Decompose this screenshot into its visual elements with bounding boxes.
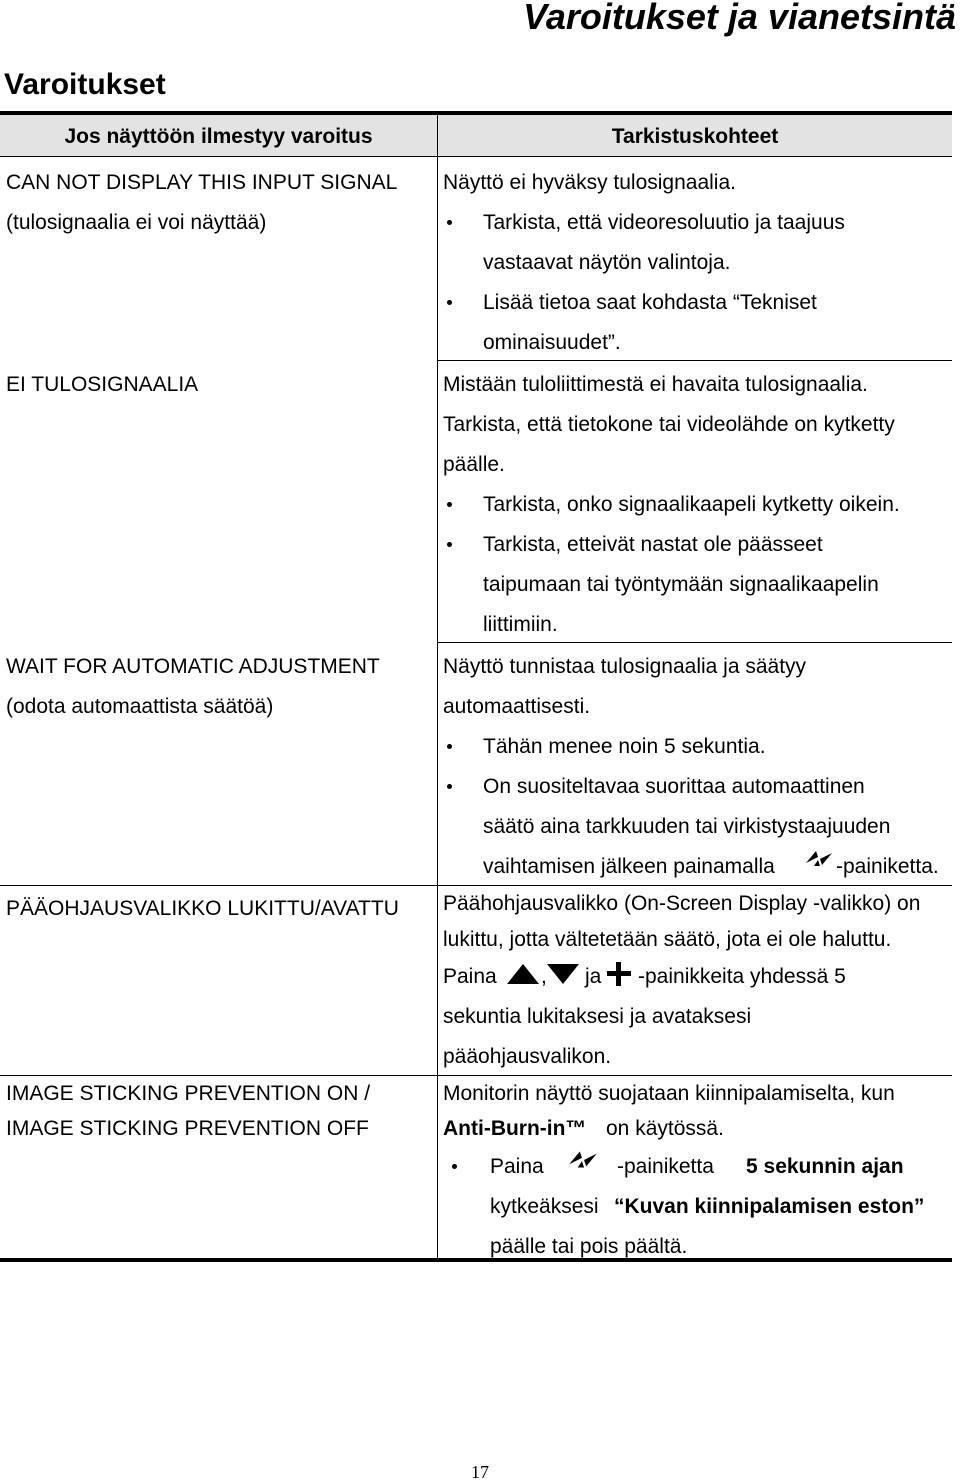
- row1-bullet2-line2: ominaisuudet”.: [483, 331, 621, 354]
- row4-suffix: -painikkeita yhdessä 5: [638, 965, 846, 988]
- row1-bullet2-line1: Lisää tietoa saat kohdasta “Tekniset: [483, 291, 817, 314]
- row5-warning-line1: IMAGE STICKING PREVENTION ON /: [6, 1082, 371, 1105]
- auto-adjust-icon: [803, 843, 835, 875]
- row4-line5: pääohjausvalikon.: [443, 1045, 612, 1068]
- bullet-icon: [447, 784, 452, 789]
- row-divider: [438, 360, 952, 361]
- page-heading: Varoitukset ja vianetsintä: [523, 0, 956, 37]
- down-triangle-icon: [546, 962, 580, 986]
- row3-bullet2-line2: säätö aina tarkkuuden tai virkistystaajuuden: [483, 815, 891, 838]
- plus-icon: [606, 961, 632, 987]
- row4-line2: lukittu, jotta vältetetään säätö, jota ei ole haluttu.: [443, 928, 892, 951]
- row3-bullet2-line1: On suositeltavaa suorittaa automaattinen: [483, 775, 865, 798]
- row1-bullet1-line1: Tarkista, että videoresoluutio ja taajuus: [483, 211, 845, 234]
- warnings-table: [0, 111, 952, 1262]
- bullet-icon: [447, 220, 452, 225]
- row-divider: [0, 1075, 952, 1076]
- row5-bullet-paina: Paina: [490, 1155, 544, 1178]
- bullet-icon: [447, 744, 452, 749]
- row1-bullet1-line2: vastaavat näytön valintoja.: [483, 251, 731, 274]
- row-divider: [0, 885, 952, 886]
- column-header-checks: Tarkistuskohteet: [611, 125, 779, 148]
- row5-line1: Monitorin näyttö suojataan kiinnipalamiselta, kun: [443, 1082, 895, 1105]
- row3-bullet1-line1: Tähän menee noin 5 sekuntia.: [483, 735, 766, 758]
- row4-comma: ,: [541, 965, 547, 988]
- row5-line2-suffix: on käytössä.: [606, 1117, 724, 1140]
- row2-bullet1-line1: Tarkista, onko signaalikaapeli kytketty oikein.: [483, 493, 900, 516]
- row5-bullet-line3: päälle tai pois päältä.: [490, 1235, 688, 1258]
- row1-warning-line1: CAN NOT DISPLAY THIS INPUT SIGNAL: [6, 171, 398, 194]
- column-divider: [437, 115, 438, 1258]
- row5-bullet-feature: “Kuvan kiinnipalamisen eston”: [614, 1195, 925, 1218]
- bullet-icon: [447, 300, 452, 305]
- table-header: [0, 115, 952, 157]
- row1-warning-line2: (tulosignaalia ei voi näyttää): [6, 211, 267, 234]
- row2-intro-line1: Mistään tuloliittimestä ei havaita tulosignaalia.: [443, 373, 868, 396]
- row5-bullet-duration: 5 sekunnin ajan: [746, 1155, 904, 1178]
- row3-intro-line1: Näyttö tunnistaa tulosignaalia ja säätyy: [443, 655, 807, 678]
- row2-warning-line1: EI TULOSIGNAALIA: [6, 373, 199, 396]
- row2-intro-line3: päälle.: [443, 453, 505, 476]
- row2-bullet2-line3: liittimiin.: [483, 613, 558, 636]
- row4-ja: ja: [585, 965, 602, 988]
- row5-bullet-line2-prefix: kytkeäksesi: [490, 1195, 599, 1218]
- row3-bullet2-line3: vaihtamisen jälkeen painamalla: [483, 855, 775, 878]
- bullet-icon: [452, 1164, 457, 1169]
- row3-warning-line2: (odota automaattista säätöä): [6, 695, 274, 718]
- row3-intro-line2: automaattisesti.: [443, 695, 591, 718]
- row4-line4: sekuntia lukitaksesi ja avataksesi: [443, 1005, 752, 1028]
- row3-bullet2-suffix: -painiketta.: [836, 855, 939, 878]
- auto-adjust-icon: [566, 1143, 600, 1177]
- up-triangle-icon: [506, 962, 540, 986]
- row5-warning-line2: IMAGE STICKING PREVENTION OFF: [6, 1117, 369, 1140]
- row4-paina: Paina: [443, 965, 497, 988]
- row3-warning-line1: WAIT FOR AUTOMATIC ADJUSTMENT: [6, 655, 380, 678]
- page-header: [0, 0, 960, 50]
- section-title: Varoitukset: [4, 68, 166, 101]
- bullet-icon: [447, 542, 452, 547]
- row-divider: [438, 642, 952, 643]
- row2-intro-line2: Tarkista, että tietokone tai videolähde on kytketty: [443, 413, 895, 436]
- row5-bullet-button: -painiketta: [617, 1155, 714, 1178]
- row5-antiburn: Anti-Burn-in™: [443, 1117, 587, 1140]
- row1-intro: Näyttö ei hyväksy tulosignaalia.: [443, 171, 736, 194]
- page-number: 17: [471, 1462, 489, 1482]
- row4-line1: Päähohjausvalikko (On-Screen Display -valikko) on: [443, 892, 921, 915]
- bullet-icon: [447, 502, 452, 507]
- column-header-warning: Jos näyttöön ilmestyy varoitus: [64, 125, 373, 148]
- row4-warning-line1: PÄÄOHJAUSVALIKKO LUKITTU/AVATTU: [6, 897, 399, 920]
- row2-bullet2-line1: Tarkista, etteivät nastat ole päässeet: [483, 533, 823, 556]
- row2-bullet2-line2: taipumaan tai työntymään signaalikaapelin: [483, 573, 879, 596]
